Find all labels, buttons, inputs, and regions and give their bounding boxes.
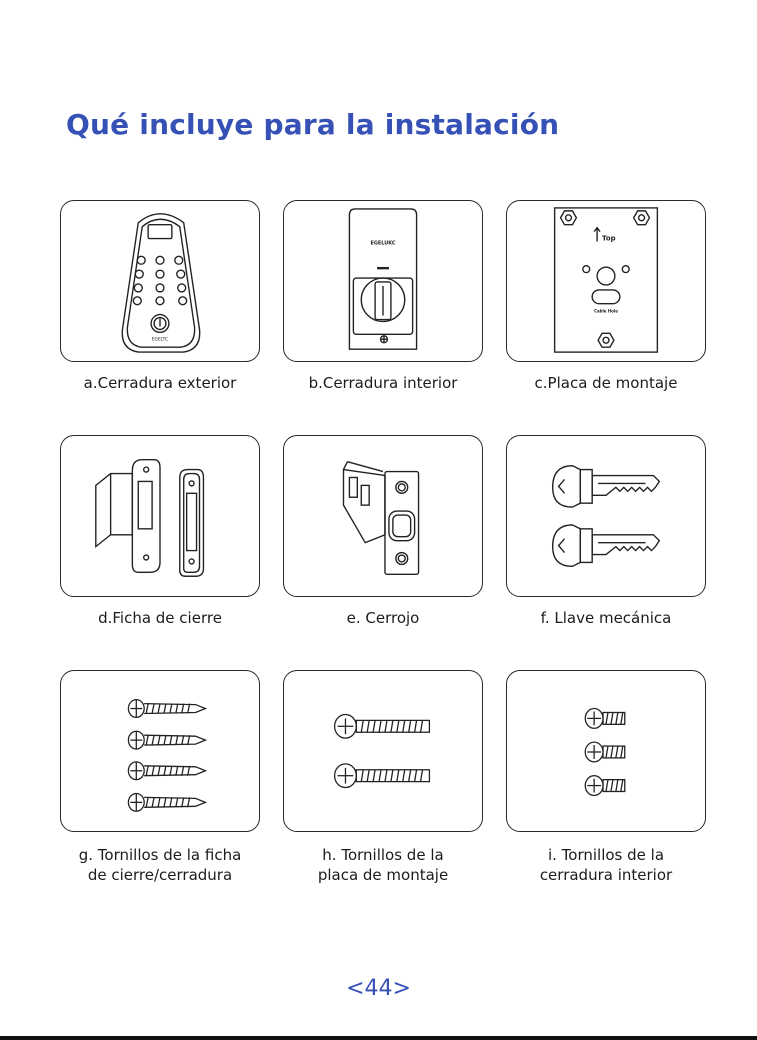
item-card-strike-plate [60,435,260,597]
item-card-deadbolt [283,435,483,597]
page-title: Qué incluye para la instalación [66,108,560,141]
bottom-border [0,1036,757,1040]
exterior-lock-keypad-icon [61,201,259,361]
caption-b: b.Cerradura interior [308,374,458,392]
item-card-interior-lock [283,200,483,362]
wood-screws-icon [61,671,259,831]
mounting-plate-screws-icon [284,671,482,831]
item-card-wood-screws [60,670,260,832]
caption-g: g. Tornillos de la ficha de cierre/cerradura [78,846,242,884]
strike-plate-icon [61,436,259,596]
interior-lock-thumbturn-icon [284,201,482,361]
caption-c: c.Placa de montaje [534,374,678,392]
item-card-exterior-lock [60,200,260,362]
caption-h: h. Tornillos de la placa de montaje [317,846,449,884]
item-card-mounting-plate [506,200,706,362]
plate-top-label: Top [602,234,616,243]
caption-i: i. Tornillos de la cerradura interior [539,846,673,884]
brand-label: EGELTC [151,337,169,343]
cable-hole-label: Cable Hole [594,308,618,314]
caption-d: d.Ficha de cierre [98,609,222,627]
item-card-plate-screws [283,670,483,832]
caption-f: f. Llave mecánica [540,609,672,627]
caption-a: a.Cerradura exterior [83,374,237,392]
item-card-interior-screws [506,670,706,832]
page-number: <44> [346,976,411,1001]
deadbolt-latch-icon [284,436,482,596]
brand-label: EGELUKC [370,240,396,247]
item-card-keys [506,435,706,597]
interior-lock-screws-icon [507,671,705,831]
mechanical-keys-icon [507,436,705,596]
mounting-plate-icon [507,201,705,361]
caption-e: e. Cerrojo [346,609,420,627]
